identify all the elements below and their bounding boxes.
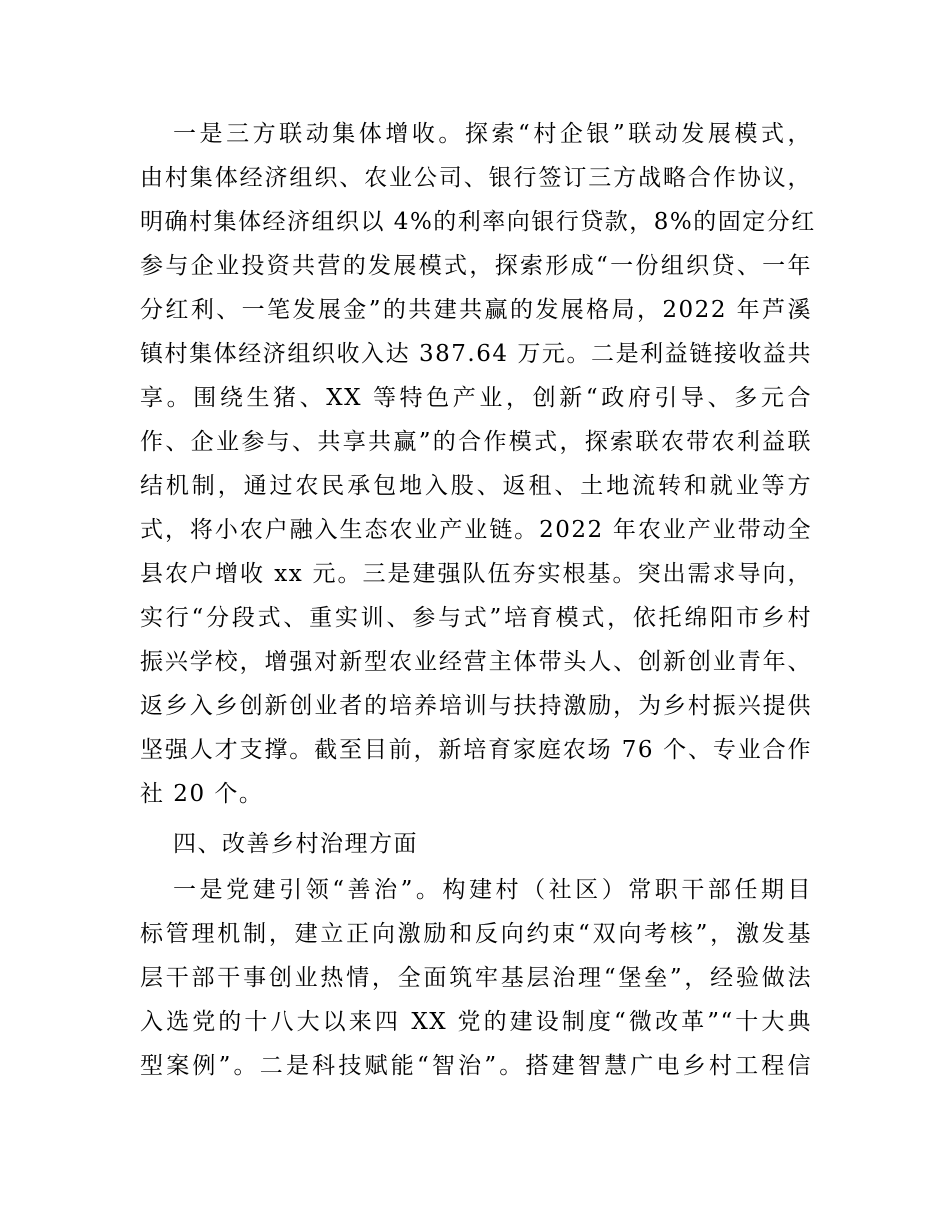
text-line: 一是三方联动集体增收。探索“村企银”联动发展模式， bbox=[173, 121, 812, 147]
text-line: 作、企业参与、共享共赢”的合作模式，探索联农带农利益联 bbox=[140, 429, 812, 455]
text-line: 入选党的十八大以来四 XX 党的建设制度“微改革”“十大典 bbox=[140, 1009, 812, 1035]
text-line: 坚强人才支撑。截至目前，新培育家庭农场 76 个、专业合作 bbox=[140, 737, 812, 763]
text-line: 参与企业投资共营的发展模式，探索形成“一份组织贷、一年 bbox=[140, 253, 812, 279]
section-heading-rural-governance bbox=[140, 822, 812, 866]
text-line: 标管理机制，建立正向激励和反向约束“双向考核”，激发基 bbox=[140, 921, 812, 947]
text-line: 层干部干事创业热情，全面筑牢基层治理“堡垒”，经验做法 bbox=[140, 965, 812, 991]
paragraph-collective-income bbox=[140, 112, 816, 816]
section-heading-text: 四、改善乡村治理方面 bbox=[173, 831, 418, 857]
text-line: 结机制，通过农民承包地入股、返租、土地流转和就业等方 bbox=[140, 473, 812, 499]
text-line: 县农户增收 xx 元。三是建强队伍夯实根基。突出需求导向， bbox=[140, 561, 812, 587]
text-line: 返乡入乡创新创业者的培养培训与扶持激励，为乡村振兴提供 bbox=[140, 693, 812, 719]
text-line: 由村集体经济组织、农业公司、银行签订三方战略合作协议， bbox=[140, 165, 812, 191]
text-line: 享。围绕生猪、XX 等特色产业，创新“政府引导、多元合 bbox=[140, 385, 812, 411]
text-line: 分红利、一笔发展金”的共建共赢的发展格局，2022 年芦溪 bbox=[140, 297, 812, 323]
text-line: 振兴学校，增强对新型农业经营主体带头人、创新创业青年、 bbox=[140, 649, 812, 675]
text-line: 式，将小农户融入生态农业产业链。2022 年农业产业带动全 bbox=[140, 517, 812, 543]
text-line: 镇村集体经济组织收入达 387.64 万元。二是利益链接收益共 bbox=[140, 341, 812, 367]
text-line: 实行“分段式、重实训、参与式”培育模式，依托绵阳市乡村 bbox=[140, 605, 812, 631]
text-line: 社 20 个。 bbox=[140, 781, 264, 807]
text-line: 明确村集体经济组织以 4%的利率向银行贷款，8%的固定分红 bbox=[140, 209, 816, 235]
paragraph-party-building bbox=[140, 868, 812, 1088]
text-line: 型案例”。二是科技赋能“智治”。搭建智慧广电乡村工程信 bbox=[140, 1053, 812, 1079]
text-line: 一是党建引领“善治”。构建村（社区）常职干部任期目 bbox=[173, 877, 812, 903]
